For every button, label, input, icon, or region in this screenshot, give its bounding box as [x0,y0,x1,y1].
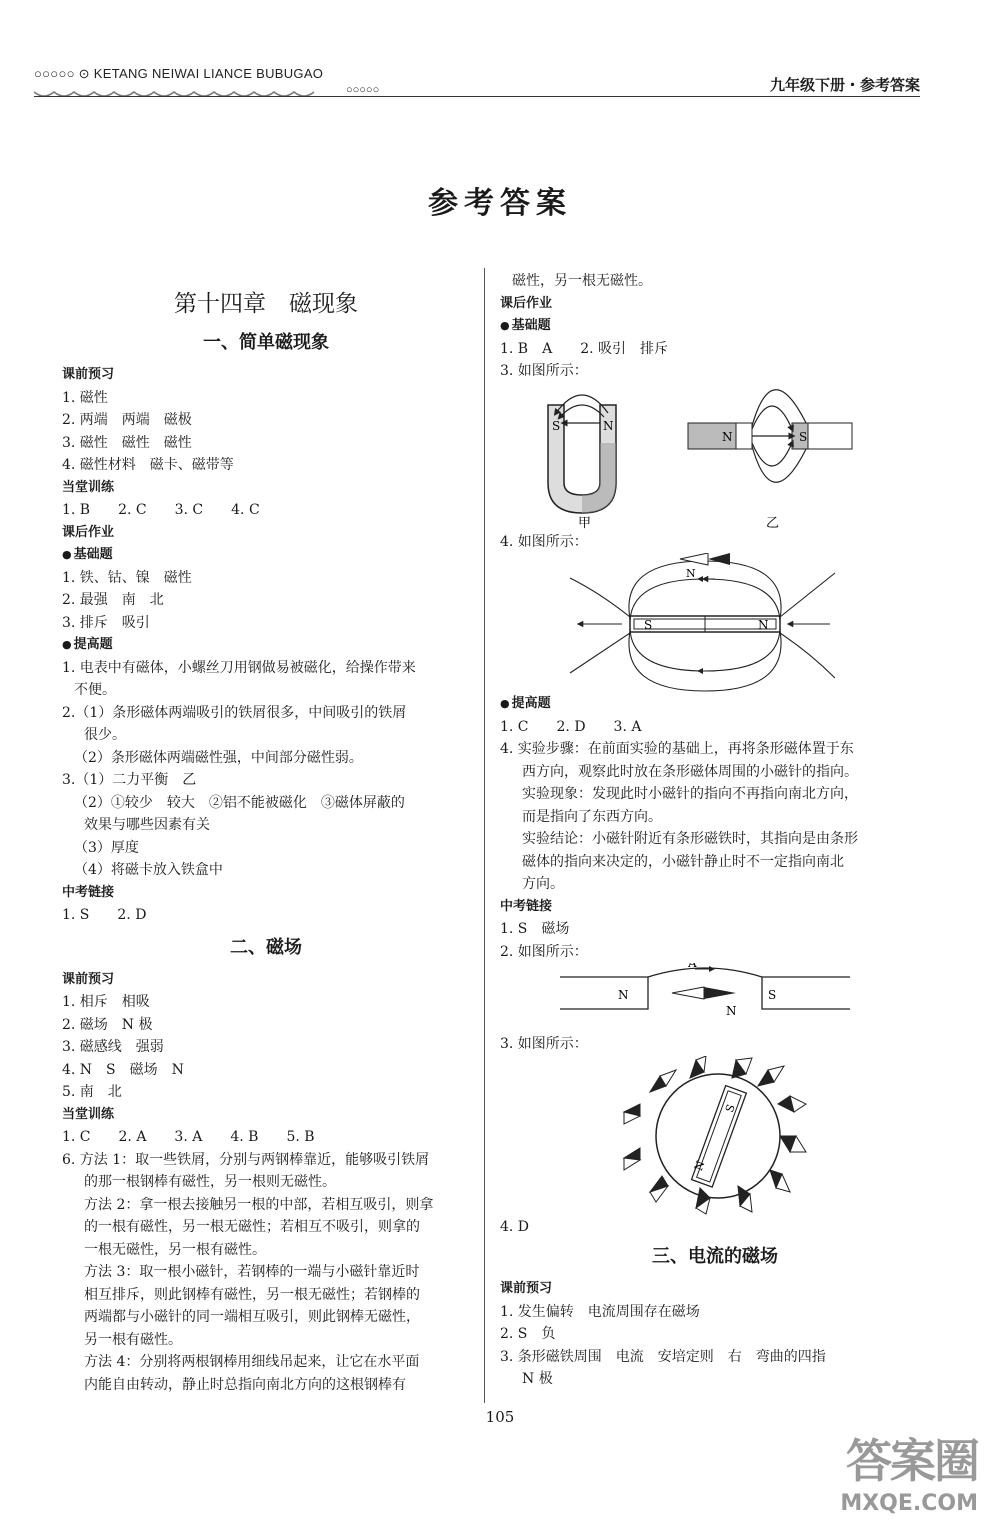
answer-line: 很少。 [84,727,126,743]
needle-n-label: N [726,1004,737,1018]
bar-magnet-field-lines-diagram [500,553,930,693]
answer-line: 磁性，另一根无磁性。 [512,273,652,289]
answer-line: N 极 [522,1371,553,1387]
subheading: 中考链接 [62,884,115,900]
two-magnets-with-needle-diagram [500,963,930,1033]
answer-line: 2.（1）条形磁体两端吸引的铁屑很多，中间吸引的铁屑 [62,704,407,721]
caption-yi: 乙 [766,515,780,531]
magnet-s-label: S [722,1102,738,1114]
answer-line: 2. 磁场 N 极 [62,1016,153,1033]
figure-bar-magnet-field [500,553,930,693]
answer-line: 1. 铁、钴、镍 磁性 [62,569,192,586]
subheading: 课后作业 [500,295,553,311]
answer-line: 3. 如图所示： [500,1036,588,1052]
header-deco-circles: ○○○○○ [346,84,380,96]
answer-line: 6. 方法 1：取一些铁屑，分别与两钢棒靠近，能够吸引铁屑 [62,1151,430,1168]
subheading: 课前预习 [62,971,115,987]
answer-line: 相互排斥，则此钢棒有磁性，另一根无磁性；若钢棒的 [84,1286,420,1303]
watermark-url: MXQE.COM [840,1491,978,1516]
answer-line: 效果与哪些因素有关 [84,817,210,833]
chapter-title: 第十四章 磁现象 [174,291,358,317]
answer-line: 方法 3：取一根小磁针，若钢棒的一端与小磁针靠近时 [84,1264,420,1280]
answer-line: 1. C 2. A 3. A 4. B 5. B [62,1129,315,1145]
field-line-a-label: A [688,963,697,970]
answer-line: 西方向，观察此时放在条形磁体周围的小磁针的指向。 [522,763,858,780]
answer-line: 4. N S 磁场 N [62,1061,184,1078]
bar-n-label: N [722,429,733,444]
bar-s-pole: S [644,618,653,632]
answer-line: （2）①较少 较大 ②铝不能被磁化 ③磁体屏蔽的 [74,794,405,811]
answer-line: 5. 南 北 [62,1084,122,1100]
section-title-3: 三、电流的磁场 [652,1246,778,1267]
answer-line: 3. 如图所示： [500,363,588,379]
answer-line: 3. 排斥 吸引 [62,614,150,631]
subheading-bullet: ● 提高题 [500,693,930,716]
answer-line: 的一根有磁性，另一根无磁性；若相互不吸引，则拿的 [84,1219,420,1235]
subheading-bullet: ● 基础题 [500,315,930,338]
answer-line: 3.（1）二力平衡 乙 [62,772,197,788]
answer-line: （4）将磁卡放入铁盒中 [74,862,223,878]
answer-line: 1. 磁性 [62,389,108,406]
answer-line: 4. 实验步骤：在前面实验的基础上，再将条形磁体置于东 [500,741,854,757]
header-decoration [34,86,334,100]
subheading: 课后作业 [62,524,115,540]
answer-line: 实验结论：小磁针附近有条形磁铁时，其指向是由条形 [522,831,858,847]
watermark [840,1425,978,1516]
answer-line: 1. 相斥 相吸 [62,994,150,1010]
figure-circle-needles [500,1056,930,1216]
watermark-logo-text: 答案圈 [846,1434,978,1488]
compass-ring-diagram [500,1056,930,1216]
u-magnet-and-bar-magnets-diagram [500,383,930,531]
answer-line: 2. 最强 南 北 [62,592,164,608]
subheading: 课前预习 [500,1281,553,1296]
u-magnet-n-label: N [603,418,614,433]
answer-line: 两端都与小磁针的同一端相互吸引，则此钢棒无磁性， [84,1309,420,1325]
left-column [62,278,470,1396]
answer-line: 而是指向了东西方向。 [522,808,662,825]
subheading: 当堂训练 [62,479,115,495]
answer-line: （2）条形磁体两端磁性强，中间部分磁性弱。 [74,749,363,766]
caption-jia: 甲 [578,515,592,531]
answer-line: 3. 条形磁铁周围 电流 安培定则 右 弯曲的四指 [500,1348,826,1365]
subheading: 中考链接 [500,898,553,914]
answer-line: 2. 两端 两端 磁极 [62,412,192,428]
column-divider [484,268,485,1403]
answer-line: 1. S 磁场 [500,921,570,937]
page-title: 参考答案 [428,186,572,221]
section-title-2: 二、磁场 [230,936,302,958]
answer-line: 方法 2：拿一根去接触另一根的中部，若相互吸引，则拿 [84,1196,434,1213]
answer-line: 4. D [500,1218,530,1235]
subheading: 课前预习 [62,367,115,382]
needle-n-label: N [686,567,696,580]
answer-line: （3）厚度 [74,839,139,856]
answer-line: 另一根有磁性。 [84,1331,182,1348]
answer-line: 一根无磁性，另一根有磁性。 [84,1241,266,1258]
answer-line: 1. S 2. D [62,907,147,923]
header-book-title: 九年级下册・参考答案 [769,76,920,94]
answer-line: 方向。 [522,876,564,892]
bar-n-pole: N [758,618,769,632]
subheading-bullet: ● 提高题 [62,634,470,657]
section-title-1: 一、简单磁现象 [203,332,329,353]
answer-line: 方法 4：分别将两根钢棒用细线吊起来，让它在水平面 [84,1354,420,1370]
magnet-n-label: N [618,988,629,1002]
answer-line: 1. B 2. C 3. C 4. C [62,502,260,518]
answer-line: 2. 如图所示： [500,943,588,960]
answer-line: 的那一根钢棒有磁性，另一根则无磁性。 [84,1174,336,1190]
magnet-n-label: N [691,1158,708,1172]
answer-line: 1. 电表中有磁体，小螺丝刀用钢做易被磁化，给操作带来 [62,659,416,676]
subheading: 当堂训练 [62,1106,115,1122]
figure-magnet-fields [500,383,930,531]
answer-line: 内能自由转动，静止时总指向南北方向的这根钢棒有 [84,1376,406,1393]
header-rule [34,96,920,97]
subheading-bullet: ● 基础题 [62,544,470,567]
answer-line: 2. S 负 [500,1326,556,1342]
magnet-s-label: S [768,988,777,1002]
figure-magnets-needle [500,963,930,1033]
answer-line: 1. C 2. D 3. A [500,718,642,735]
answer-line: 4. 如图所示： [500,533,588,550]
answer-line: 实验现象：发现此时小磁针的指向不再指向南北方向， [522,786,858,802]
header-series-title: ○○○○○ ⊙ KETANG NEIWAI LIANCE BUBUGAO [34,66,324,81]
answer-line: 1. 发生偏转 电流周围存在磁场 [500,1303,700,1320]
answer-line: 不便。 [74,682,116,698]
u-magnet-s-label: S [552,418,561,433]
answer-line: 1. B A 2. 吸引 排斥 [500,340,669,357]
page-number: 105 [485,1408,515,1426]
right-column [500,270,930,1391]
answer-line: 4. 磁性材料 磁卡、磁带等 [62,457,234,473]
answer-line: 3. 磁感线 强弱 [62,1039,164,1055]
bar-s-label: S [799,429,808,444]
answer-line: 3. 磁性 磁性 磁性 [62,434,192,451]
answer-line: 磁体的指向来决定的，小磁针静止时不一定指向南北 [522,853,844,870]
